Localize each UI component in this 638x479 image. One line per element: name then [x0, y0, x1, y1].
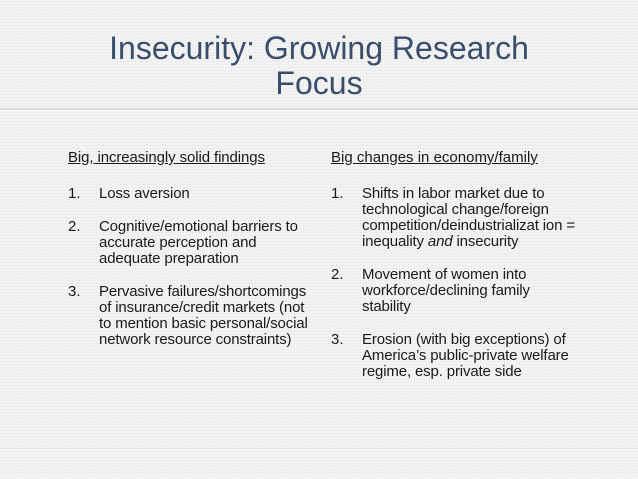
slide-title [0, 31, 638, 101]
list-item-number: 1. [68, 185, 81, 202]
right-column-heading: Big changes in economy/family [331, 149, 538, 166]
footer-rule [0, 448, 638, 449]
list-item-text: Pervasive failures/shortcomings of insurance/credit markets (not to mention basic personal/social network resource constraints) [99, 283, 308, 348]
list-item-text: Cognitive/emotional barriers to accurate perception and adequate preparation [99, 218, 298, 267]
left-column [68, 150, 308, 365]
list-item-number: 1. [331, 185, 344, 202]
list-item-number: 3. [331, 331, 344, 348]
list-item-number: 2. [331, 266, 344, 283]
list-item-number: 3. [68, 283, 81, 300]
list-item [68, 284, 308, 348]
list-item [68, 219, 308, 267]
list-item-text-part: Shifts in labor market due to technological change/foreign competition/deindustrializat ion = inequality [362, 185, 575, 250]
list-item-text [362, 186, 581, 250]
list-item-text: Movement of women into workforce/declining family stability [362, 266, 530, 315]
right-column [331, 150, 581, 397]
list-item [331, 332, 581, 380]
list-item-text: Erosion (with big exceptions) of America’s public-private welfare regime, esp. private side [362, 331, 569, 380]
list-item-number: 2. [68, 218, 81, 235]
slide-title-line-2: Focus [275, 65, 363, 101]
list-item [68, 186, 308, 202]
slide-title-line-1: Insecurity: Growing Research [109, 30, 529, 66]
left-column-heading: Big, increasingly solid findings [68, 149, 265, 166]
list-item-emphasis: and [427, 233, 453, 250]
right-column-list [331, 186, 581, 380]
left-column-list [68, 186, 308, 348]
list-item [331, 186, 581, 250]
list-item-text-part: insecurity [452, 233, 519, 250]
list-item-text: Loss aversion [99, 185, 190, 202]
title-divider [0, 108, 638, 111]
list-item [331, 267, 581, 315]
